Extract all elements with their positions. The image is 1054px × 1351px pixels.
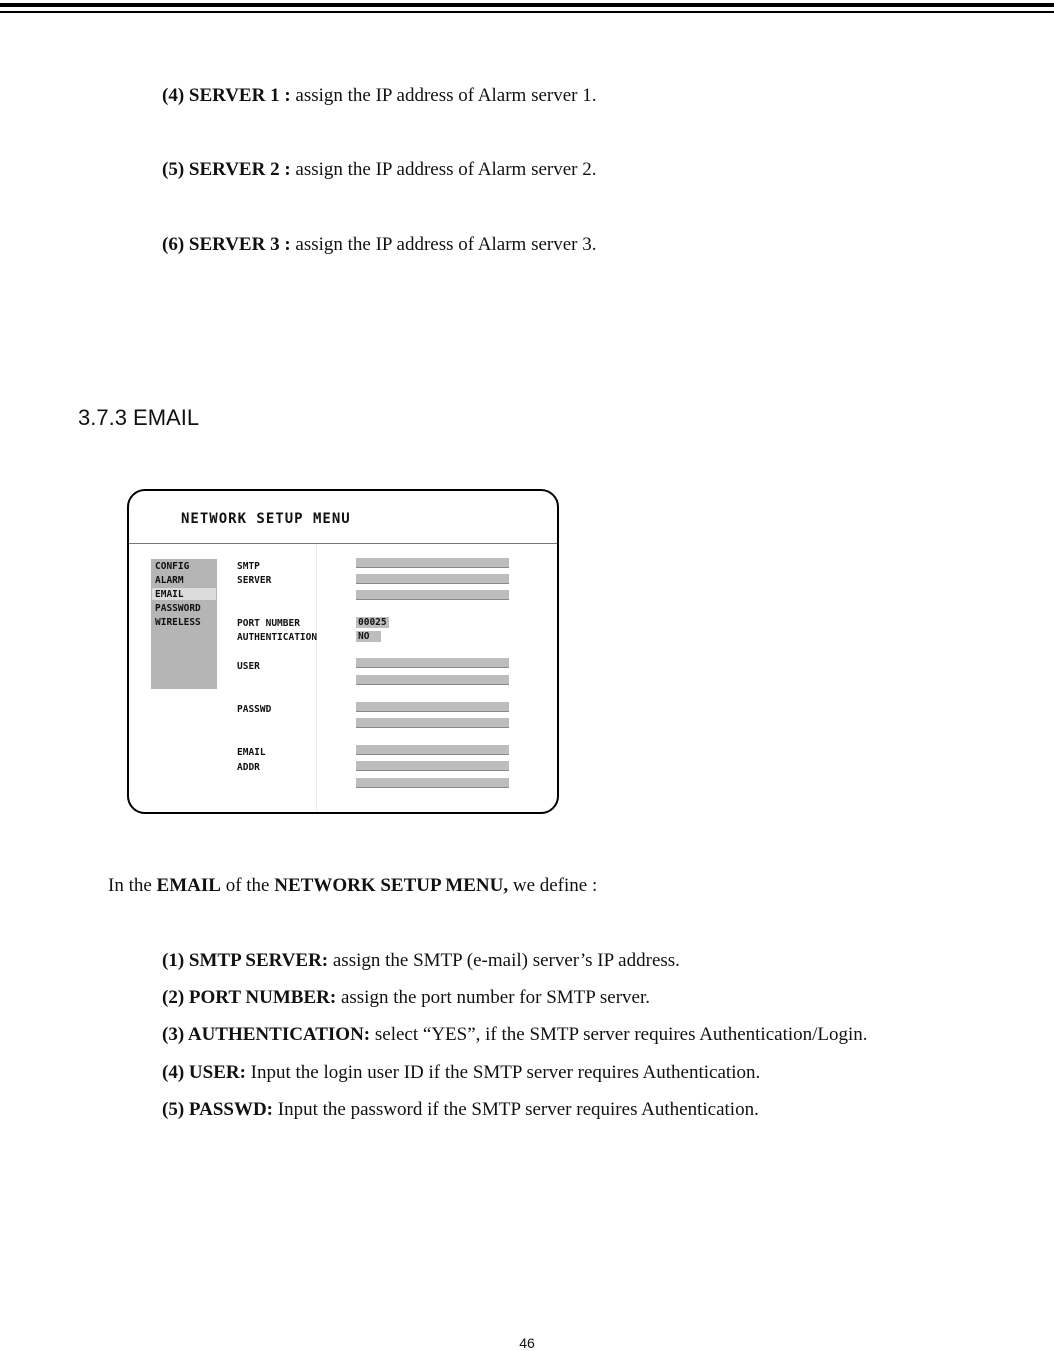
sidebar-item-email[interactable]: EMAIL bbox=[155, 589, 184, 600]
authentication-label: AUTHENTICATION bbox=[237, 632, 318, 643]
definition-port-number bbox=[162, 987, 650, 1009]
server-1-label: (4) SERVER 1 : bbox=[162, 85, 291, 106]
definition-label: (1) SMTP SERVER: bbox=[162, 950, 329, 971]
addr-label: ADDR bbox=[237, 762, 260, 773]
server-3-label: (6) SERVER 3 : bbox=[162, 234, 291, 255]
server-label: SERVER bbox=[237, 575, 272, 586]
definition-text: select “YES”, if the SMTP server requires Authentication/Login. bbox=[370, 1024, 868, 1045]
passwd-field-1[interactable] bbox=[356, 702, 509, 712]
definition-authentication bbox=[162, 1024, 868, 1046]
email-addr-field-1[interactable] bbox=[356, 745, 509, 755]
authentication-value[interactable]: NO bbox=[356, 631, 381, 642]
server-3-text: assign the IP address of Alarm server 3. bbox=[290, 234, 597, 255]
sidebar-item-wireless[interactable]: WIRELESS bbox=[155, 617, 201, 628]
definition-text: assign the port number for SMTP server. bbox=[336, 987, 651, 1008]
section-heading: 3.7.3 EMAIL bbox=[78, 405, 200, 430]
port-number-value[interactable]: 00025 bbox=[358, 617, 387, 628]
user-field-2[interactable] bbox=[356, 675, 509, 685]
server-1-definition bbox=[162, 85, 597, 107]
smtp-label: SMTP bbox=[237, 561, 260, 572]
smtp-server-field-2[interactable] bbox=[356, 574, 509, 584]
intro-sentence bbox=[108, 875, 597, 897]
smtp-server-field-1[interactable] bbox=[356, 558, 509, 568]
intro-part-3: we define : bbox=[508, 875, 598, 896]
menu-title: NETWORK SETUP MENU bbox=[181, 511, 351, 527]
definition-text: Input the password if the SMTP server requires Authentication. bbox=[273, 1099, 759, 1120]
definition-passwd bbox=[162, 1099, 759, 1121]
definition-text: Input the login user ID if the SMTP server requires Authentication. bbox=[245, 1062, 761, 1083]
smtp-server-field-3[interactable] bbox=[356, 590, 509, 600]
definition-label: (4) USER: bbox=[162, 1062, 246, 1083]
user-field-1[interactable] bbox=[356, 658, 509, 668]
definition-label: (2) PORT NUMBER: bbox=[162, 987, 337, 1008]
email-label: EMAIL bbox=[237, 747, 266, 758]
page-number: 46 bbox=[519, 1335, 535, 1351]
user-label: USER bbox=[237, 661, 260, 672]
definition-text: assign the SMTP (e-mail) server’s IP address. bbox=[328, 950, 680, 971]
passwd-field-2[interactable] bbox=[356, 718, 509, 728]
port-number-label: PORT NUMBER bbox=[237, 618, 300, 629]
network-setup-menu-screenshot bbox=[127, 489, 559, 814]
sidebar-item-alarm[interactable]: ALARM bbox=[155, 575, 184, 586]
intro-email-bold: EMAIL bbox=[156, 875, 221, 896]
passwd-label: PASSWD bbox=[237, 704, 272, 715]
server-1-text: assign the IP address of Alarm server 1. bbox=[290, 85, 597, 106]
email-addr-field-3[interactable] bbox=[356, 778, 509, 788]
server-3-definition bbox=[162, 234, 597, 256]
server-2-definition bbox=[162, 159, 597, 181]
intro-part-2: of the bbox=[220, 875, 275, 896]
menu-title-divider bbox=[129, 543, 557, 544]
definition-label: (3) AUTHENTICATION: bbox=[162, 1024, 371, 1045]
sidebar-item-password[interactable]: PASSWORD bbox=[155, 603, 201, 614]
sidebar-item-config[interactable]: CONFIG bbox=[155, 561, 190, 572]
definition-smtp-server bbox=[162, 950, 680, 972]
definition-user bbox=[162, 1062, 760, 1084]
server-2-text: assign the IP address of Alarm server 2. bbox=[290, 159, 597, 180]
menu-column-divider bbox=[316, 544, 317, 812]
email-addr-field-2[interactable] bbox=[356, 761, 509, 771]
header-rule-thick bbox=[0, 3, 1054, 7]
header-rule-thin bbox=[0, 11, 1054, 13]
server-2-label: (5) SERVER 2 : bbox=[162, 159, 291, 180]
intro-menu-bold: NETWORK SETUP MENU, bbox=[274, 875, 509, 896]
definition-label: (5) PASSWD: bbox=[162, 1099, 274, 1120]
intro-part-1: In the bbox=[108, 875, 157, 896]
